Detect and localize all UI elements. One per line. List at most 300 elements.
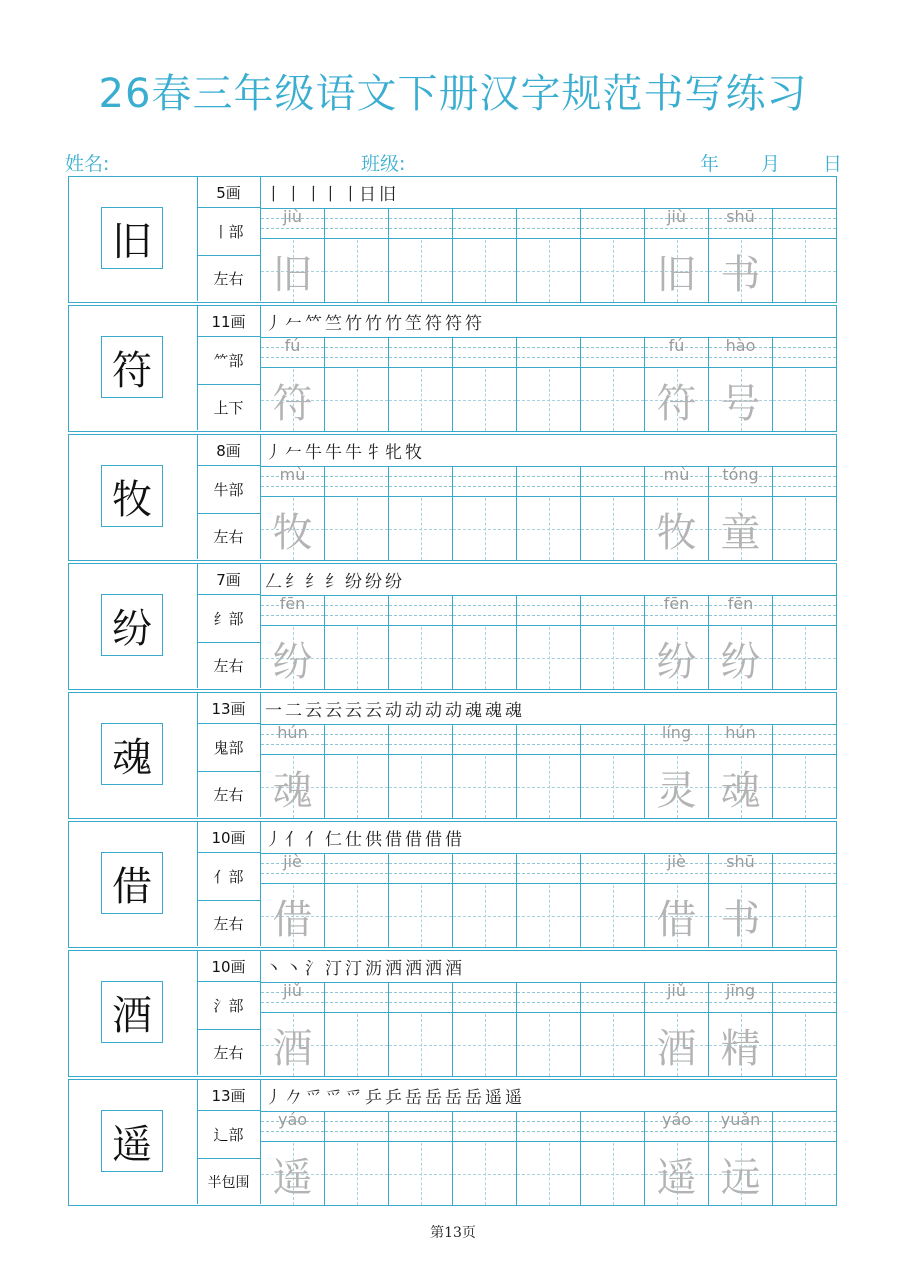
tian-grid — [517, 1014, 580, 1076]
practice-cell[interactable] — [453, 1112, 517, 1205]
trace-char: 遥 — [656, 1154, 697, 1201]
tian-grid — [773, 369, 836, 431]
pinyin-text: jiè — [667, 852, 686, 871]
pinyin-lines — [261, 725, 324, 755]
trace-char: 酒 — [272, 1025, 313, 1072]
main-char: 酒 — [101, 981, 163, 1043]
stroke-step: 纷 — [385, 572, 402, 592]
tian-grid — [709, 369, 772, 431]
writing-grid — [261, 853, 836, 946]
pinyin-lines — [581, 467, 644, 497]
stroke-step: 借 — [385, 830, 402, 850]
stroke-step: 符 — [425, 314, 442, 334]
stroke-order — [265, 437, 422, 464]
practice-cell[interactable] — [325, 338, 389, 431]
word-cell[interactable] — [645, 467, 709, 560]
pinyin-lines — [645, 596, 708, 626]
tian-grid — [389, 1143, 452, 1205]
practice-cell[interactable] — [389, 338, 453, 431]
pinyin-lines — [709, 725, 772, 755]
stroke-order — [265, 953, 462, 980]
pinyin-lines — [581, 983, 644, 1013]
stroke-count: 13画 — [197, 693, 261, 724]
trace-cell[interactable] — [261, 467, 325, 560]
stroke-step: 纟 — [325, 572, 342, 592]
stroke-step: 动 — [405, 701, 422, 721]
main-char: 旧 — [101, 207, 163, 269]
tian-grid — [517, 1143, 580, 1205]
radical: 丨部 — [197, 208, 261, 256]
stroke-step: 遥 — [505, 1088, 522, 1108]
trace-char: 牧 — [272, 509, 313, 556]
pinyin-lines — [453, 209, 516, 239]
tian-grid — [453, 1014, 516, 1076]
practice-cell[interactable] — [453, 596, 517, 689]
practice-cell[interactable] — [453, 467, 517, 560]
practice-cell[interactable] — [517, 983, 581, 1076]
word-cell[interactable] — [709, 1112, 773, 1205]
pinyin-lines — [645, 338, 708, 368]
practice-cell[interactable] — [517, 209, 581, 302]
main-char: 符 — [101, 336, 163, 398]
stroke-count: 5画 — [197, 177, 261, 208]
trace-char: 借 — [656, 896, 697, 943]
tian-grid — [325, 369, 388, 431]
pinyin-lines — [645, 467, 708, 497]
stroke-step: 丿 — [265, 443, 282, 463]
pinyin-lines — [453, 338, 516, 368]
pinyin-lines — [325, 1112, 388, 1142]
pinyin-text: yáo — [661, 1110, 692, 1129]
stroke-step: 爫 — [325, 1088, 342, 1108]
pinyin-lines — [389, 467, 452, 497]
tian-grid — [325, 498, 388, 560]
word-cell[interactable] — [709, 467, 773, 560]
tian-grid — [389, 627, 452, 689]
char-block — [68, 305, 837, 432]
pinyin-lines — [389, 596, 452, 626]
char-block — [68, 692, 837, 819]
stroke-step: 魂 — [505, 701, 522, 721]
practice-cell[interactable] — [389, 209, 453, 302]
trace-char: 遥 — [272, 1154, 313, 1201]
practice-cell[interactable] — [581, 596, 645, 689]
practice-cell[interactable] — [517, 338, 581, 431]
tian-grid — [389, 240, 452, 302]
stroke-step: 𠂉 — [285, 443, 302, 463]
practice-cell[interactable] — [581, 983, 645, 1076]
word-cell[interactable] — [645, 1112, 709, 1205]
tian-grid — [773, 498, 836, 560]
char-block — [68, 434, 837, 561]
pinyin-lines — [517, 467, 580, 497]
pinyin-lines — [261, 1112, 324, 1142]
tian-grid — [389, 1014, 452, 1076]
stroke-step: 仁 — [325, 830, 342, 850]
pinyin-lines — [389, 854, 452, 884]
char-block — [68, 950, 837, 1077]
radical: 辶部 — [197, 1111, 261, 1159]
pinyin-lines — [261, 983, 324, 1013]
practice-cell[interactable] — [453, 725, 517, 818]
tian-grid — [325, 1014, 388, 1076]
stroke-step: 云 — [365, 701, 382, 721]
pinyin-text: fú — [284, 336, 301, 355]
tian-grid — [517, 756, 580, 818]
trace-char: 童 — [720, 509, 761, 556]
word-cell[interactable] — [709, 854, 773, 947]
trace-char: 远 — [720, 1154, 761, 1201]
stroke-step: 亻 — [285, 830, 302, 850]
stroke-step: 乒 — [385, 1088, 402, 1108]
practice-cell[interactable] — [325, 596, 389, 689]
tian-grid — [453, 885, 516, 947]
tian-grid — [389, 498, 452, 560]
tian-grid — [581, 1014, 644, 1076]
stroke-step: 纟 — [305, 572, 322, 592]
pinyin-text: mù — [279, 465, 306, 484]
pinyin-text: hún — [725, 723, 756, 742]
tian-grid — [645, 1014, 708, 1076]
stroke-step: 丨 — [265, 185, 282, 205]
pinyin-lines — [773, 1112, 836, 1142]
pinyin-lines — [709, 467, 772, 497]
stroke-step: 云 — [345, 701, 362, 721]
char-block — [68, 176, 837, 303]
writing-grid — [261, 466, 836, 559]
practice-cell[interactable] — [453, 209, 517, 302]
stroke-step: 丨丨 — [305, 185, 339, 205]
tian-grid — [581, 369, 644, 431]
word-cell[interactable] — [709, 338, 773, 431]
stroke-count: 11画 — [197, 306, 261, 337]
practice-cell[interactable] — [453, 854, 517, 947]
stroke-step: 笁 — [405, 314, 422, 334]
stroke-step: 竹 — [385, 314, 402, 334]
word-cell[interactable] — [645, 596, 709, 689]
stroke-step: 岳 — [465, 1088, 482, 1108]
stroke-step: 洒 — [405, 959, 422, 979]
tian-grid — [709, 627, 772, 689]
structure: 左右 — [197, 1030, 261, 1075]
practice-cell[interactable] — [389, 725, 453, 818]
tian-grid — [325, 1143, 388, 1205]
pinyin-lines — [325, 725, 388, 755]
stroke-order — [265, 308, 482, 335]
pinyin-text: fēn — [663, 594, 690, 613]
stroke-step: 汀 — [325, 959, 342, 979]
trace-char: 纷 — [720, 638, 761, 685]
practice-cell[interactable] — [325, 725, 389, 818]
stroke-step: 牛 — [305, 443, 322, 463]
tian-grid — [709, 756, 772, 818]
practice-cell[interactable] — [773, 854, 836, 947]
stroke-step: 汀 — [345, 959, 362, 979]
practice-cell[interactable] — [517, 467, 581, 560]
tian-grid — [261, 369, 324, 431]
practice-cell[interactable] — [517, 854, 581, 947]
stroke-step: 竹 — [365, 314, 382, 334]
pinyin-text: líng — [661, 723, 692, 742]
stroke-step: 魂 — [465, 701, 482, 721]
tian-grid — [325, 627, 388, 689]
practice-cell[interactable] — [581, 338, 645, 431]
practice-cell[interactable] — [773, 1112, 836, 1205]
page-number: 第13页 — [430, 1225, 476, 1241]
word-cell[interactable] — [645, 854, 709, 947]
radical: 鬼部 — [197, 724, 261, 772]
tian-grid — [645, 498, 708, 560]
pinyin-lines — [325, 209, 388, 239]
tian-grid — [709, 1014, 772, 1076]
structure: 左右 — [197, 643, 261, 688]
pinyin-lines — [517, 725, 580, 755]
stroke-step: 动 — [385, 701, 402, 721]
pinyin-text: hún — [277, 723, 308, 742]
tian-grid — [581, 756, 644, 818]
word-cell[interactable] — [709, 725, 773, 818]
stroke-step: 动 — [425, 701, 442, 721]
practice-cell[interactable] — [325, 854, 389, 947]
char-block — [68, 821, 837, 948]
tian-grid — [517, 627, 580, 689]
stroke-step: 岳 — [445, 1088, 462, 1108]
pinyin-lines — [773, 596, 836, 626]
practice-cell[interactable] — [773, 338, 836, 431]
practice-cell[interactable] — [389, 467, 453, 560]
practice-cell[interactable] — [581, 209, 645, 302]
structure: 左右 — [197, 772, 261, 817]
practice-cell[interactable] — [453, 983, 517, 1076]
trace-cell[interactable] — [261, 596, 325, 689]
stroke-step: 仕 — [345, 830, 362, 850]
word-cell[interactable] — [645, 209, 709, 302]
stroke-step: 竺 — [325, 314, 342, 334]
tian-grid — [645, 885, 708, 947]
trace-char: 符 — [272, 380, 313, 427]
practice-cell[interactable] — [517, 725, 581, 818]
practice-cell[interactable] — [581, 1112, 645, 1205]
stroke-step: 丶 — [265, 959, 282, 979]
word-cell[interactable] — [645, 983, 709, 1076]
tian-grid — [325, 756, 388, 818]
tian-grid — [517, 498, 580, 560]
stroke-count: 10画 — [197, 822, 261, 853]
trace-char: 纷 — [656, 638, 697, 685]
stroke-step: 借 — [405, 830, 422, 850]
trace-cell[interactable] — [261, 725, 325, 818]
tian-grid — [645, 369, 708, 431]
writing-grid — [261, 595, 836, 688]
stroke-step: 𠂉 — [285, 314, 302, 334]
pinyin-text: jiù — [282, 207, 303, 226]
main-char: 遥 — [101, 1110, 163, 1172]
tian-grid — [773, 1143, 836, 1205]
stroke-step: 借 — [445, 830, 462, 850]
pinyin-lines — [645, 209, 708, 239]
trace-cell[interactable] — [261, 209, 325, 302]
pinyin-lines — [645, 983, 708, 1013]
stroke-order — [265, 1082, 522, 1109]
pinyin-text: tóng — [722, 465, 759, 484]
pinyin-lines — [581, 854, 644, 884]
word-cell[interactable] — [709, 596, 773, 689]
stroke-step: 亻 — [305, 830, 322, 850]
stroke-step: 爫 — [345, 1088, 362, 1108]
practice-cell[interactable] — [773, 209, 836, 302]
pinyin-lines — [389, 209, 452, 239]
practice-cell[interactable] — [325, 1112, 389, 1205]
stroke-step: 符 — [465, 314, 482, 334]
trace-char: 酒 — [656, 1025, 697, 1072]
pinyin-text: fú — [668, 336, 685, 355]
stroke-step: 动 — [445, 701, 462, 721]
practice-cell[interactable] — [389, 596, 453, 689]
tian-grid — [517, 240, 580, 302]
tian-grid — [645, 240, 708, 302]
tian-grid — [261, 240, 324, 302]
stroke-order — [265, 695, 522, 722]
pinyin-lines — [325, 596, 388, 626]
stroke-step: 𥫗 — [305, 314, 322, 334]
stroke-step: 丿 — [265, 1088, 282, 1108]
word-cell[interactable] — [709, 983, 773, 1076]
structure: 左右 — [197, 256, 261, 301]
pinyin-text: jiè — [283, 852, 302, 871]
trace-cell[interactable] — [261, 338, 325, 431]
word-cell[interactable] — [645, 725, 709, 818]
pinyin-lines — [581, 596, 644, 626]
writing-grid — [261, 208, 836, 301]
practice-cell[interactable] — [325, 983, 389, 1076]
trace-cell[interactable] — [261, 1112, 325, 1205]
radical: 氵部 — [197, 982, 261, 1030]
practice-cell[interactable] — [517, 1112, 581, 1205]
pinyin-lines — [453, 596, 516, 626]
pinyin-lines — [709, 983, 772, 1013]
pinyin-lines — [389, 338, 452, 368]
pinyin-lines — [517, 596, 580, 626]
practice-cell[interactable] — [581, 854, 645, 947]
tian-grid — [261, 885, 324, 947]
pinyin-lines — [453, 983, 516, 1013]
stroke-step: 洒 — [385, 959, 402, 979]
year-label: 年 — [700, 153, 720, 175]
practice-cell[interactable] — [453, 338, 517, 431]
trace-char: 旧 — [272, 251, 313, 298]
practice-cell[interactable] — [517, 596, 581, 689]
pinyin-lines — [581, 1112, 644, 1142]
tian-grid — [709, 885, 772, 947]
radical: 纟部 — [197, 595, 261, 643]
trace-cell[interactable] — [261, 983, 325, 1076]
main-char-cell — [69, 435, 198, 559]
word-cell[interactable] — [709, 209, 773, 302]
tian-grid — [517, 885, 580, 947]
tian-grid — [261, 756, 324, 818]
practice-cell[interactable] — [773, 983, 836, 1076]
stroke-count: 8画 — [197, 435, 261, 466]
practice-cell[interactable] — [773, 725, 836, 818]
tian-grid — [773, 627, 836, 689]
pinyin-lines — [773, 725, 836, 755]
practice-cell[interactable] — [389, 983, 453, 1076]
trace-cell[interactable] — [261, 854, 325, 947]
pinyin-lines — [389, 1112, 452, 1142]
pinyin-lines — [645, 1112, 708, 1142]
trace-char: 精 — [720, 1025, 761, 1072]
writing-grid — [261, 1111, 836, 1204]
char-block — [68, 1079, 837, 1206]
pinyin-text: shū — [726, 207, 755, 226]
tian-grid — [453, 627, 516, 689]
tian-grid — [453, 369, 516, 431]
stroke-step: 丨 — [285, 185, 302, 205]
stroke-order — [265, 566, 402, 593]
main-char: 魂 — [101, 723, 163, 785]
pinyin-lines — [773, 983, 836, 1013]
main-char-cell — [69, 564, 198, 688]
pinyin-text: yáo — [277, 1110, 308, 1129]
pinyin-text: yuǎn — [720, 1110, 761, 1129]
stroke-step: 借 — [425, 830, 442, 850]
stroke-step: 牝 — [385, 443, 402, 463]
trace-char: 旧 — [656, 251, 697, 298]
pinyin-lines — [645, 854, 708, 884]
practice-cell[interactable] — [581, 467, 645, 560]
stroke-step: 氵 — [305, 959, 322, 979]
structure: 半包围 — [197, 1159, 261, 1204]
tian-grid — [453, 240, 516, 302]
main-char-cell — [69, 693, 198, 817]
stroke-step: 纷 — [345, 572, 362, 592]
pinyin-lines — [261, 854, 324, 884]
practice-cell[interactable] — [773, 596, 836, 689]
stroke-step: 丿 — [265, 830, 282, 850]
pinyin-text: jīng — [725, 981, 756, 1000]
stroke-step: 纟 — [285, 572, 302, 592]
word-cell[interactable] — [645, 338, 709, 431]
practice-cell[interactable] — [325, 467, 389, 560]
practice-cell[interactable] — [389, 854, 453, 947]
pinyin-lines — [389, 725, 452, 755]
main-char-cell — [69, 1080, 198, 1204]
class-label: 班级: — [361, 153, 406, 175]
stroke-step: 岳 — [405, 1088, 422, 1108]
pinyin-lines — [773, 338, 836, 368]
pinyin-lines — [645, 725, 708, 755]
pinyin-lines — [453, 1112, 516, 1142]
month-label: 月 — [761, 153, 781, 175]
tian-grid — [773, 756, 836, 818]
stroke-step: 魂 — [485, 701, 502, 721]
stroke-step: 丶 — [285, 959, 302, 979]
tian-grid — [645, 627, 708, 689]
practice-cell[interactable] — [773, 467, 836, 560]
practice-cell[interactable] — [581, 725, 645, 818]
stroke-step: 旧 — [379, 185, 396, 205]
trace-char: 符 — [656, 380, 697, 427]
tian-grid — [709, 240, 772, 302]
pinyin-lines — [325, 983, 388, 1013]
tian-grid — [325, 240, 388, 302]
practice-cell[interactable] — [325, 209, 389, 302]
practice-cell[interactable] — [389, 1112, 453, 1205]
pinyin-lines — [709, 596, 772, 626]
pinyin-lines — [581, 209, 644, 239]
tian-grid — [453, 756, 516, 818]
trace-char: 书 — [720, 896, 761, 943]
